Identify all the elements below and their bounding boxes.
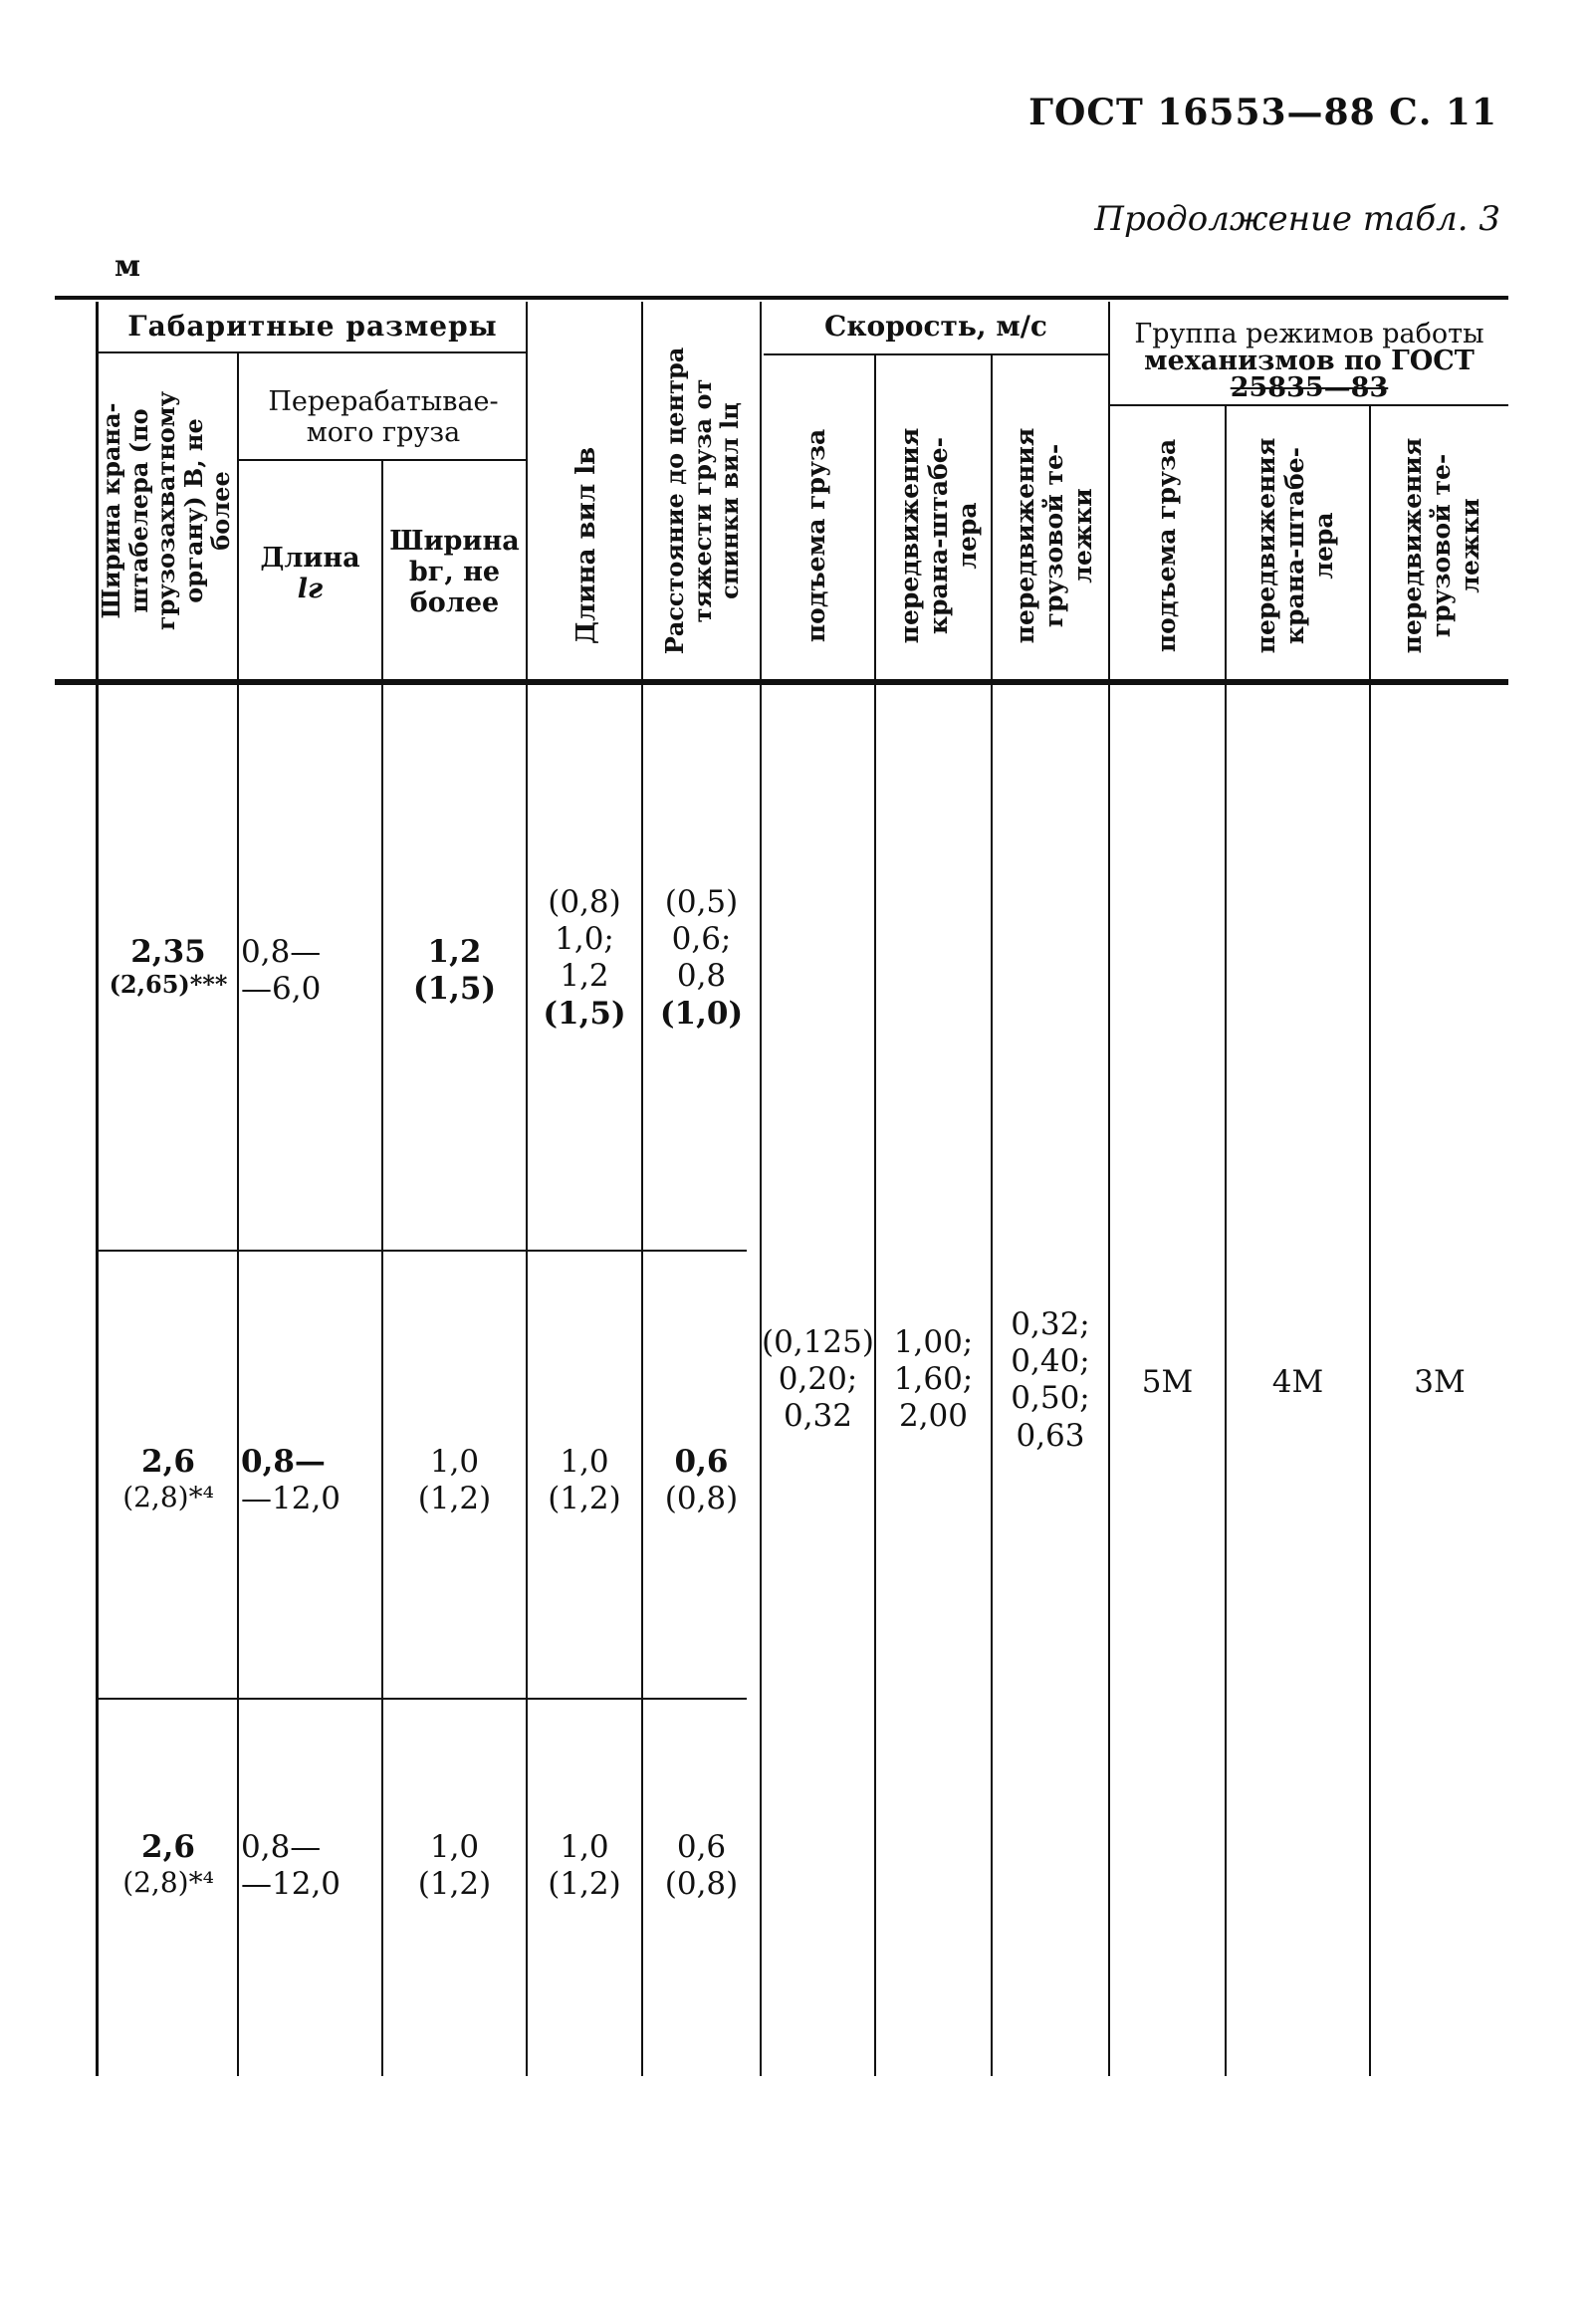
- row2-load-width: [383, 1444, 526, 1517]
- table-top-rule: [55, 296, 1508, 300]
- mode-trolley-header: [1399, 426, 1484, 665]
- col-line-9: [1108, 302, 1110, 2076]
- row2-cg-distance: [643, 1444, 760, 1517]
- speed-trolley-value-3: 0,50;: [1011, 1380, 1090, 1417]
- load-length-symbol: lг: [297, 574, 324, 605]
- row1-cg-line-1: (0,5): [664, 884, 739, 920]
- mode-trolley-line-2: грузовой те-: [1426, 453, 1456, 638]
- speed-crane-value-1: 1,00;: [893, 1324, 974, 1360]
- cg-distance-line-1: Расстояние до центра: [660, 347, 689, 655]
- row2-width-b-alt: (2,8)*⁴: [122, 1481, 214, 1514]
- load-width-label-2: bг, не: [408, 557, 501, 588]
- row1-width-b-alt: (2,65)***: [109, 970, 228, 1000]
- col-line-5: [641, 302, 643, 2076]
- col-line-4: [526, 302, 528, 2076]
- row3-fork-line-2: (1,2): [548, 1866, 621, 1903]
- mode-crane-line-1: передвижения: [1251, 437, 1280, 654]
- speed-crane-line-3: лера: [952, 502, 982, 570]
- row3-width-b-alt: (2,8)*⁴: [122, 1866, 214, 1900]
- row1-fork-length: [528, 884, 641, 1033]
- load-width-label: Ширина: [389, 526, 520, 557]
- processed-load-group-header: Перерабатывае-мого груза: [268, 386, 499, 449]
- row1-cg-line-2: 0,6;: [671, 921, 732, 958]
- speed-trolley-value-2: 0,40;: [1011, 1343, 1090, 1380]
- row1-cg-distance: [643, 884, 760, 1033]
- speed-lift-header: [802, 406, 831, 665]
- width-b-line-5: более: [206, 471, 236, 551]
- cg-distance-line-3: спинки вил lц: [715, 402, 745, 599]
- row1-fork-line-2: 1,0;: [555, 921, 614, 958]
- mode-lift-label: подъема груза: [1152, 438, 1181, 653]
- table-continuation-title: Продолжение табл. 3: [1094, 199, 1500, 239]
- row3-load-width-line-1: 1,0: [429, 1829, 480, 1865]
- load-width-header: [383, 526, 526, 618]
- col-line-6: [760, 302, 762, 2076]
- row3-cg-line-2: (0,8): [664, 1866, 739, 1903]
- row1-load-width-line-1: 1,2: [427, 934, 482, 970]
- row1-fork-line-4: (1,5): [543, 995, 626, 1032]
- col-line-2: [237, 353, 239, 2076]
- speed-crane-value-3: 2,00: [898, 1398, 969, 1435]
- load-width-label-3: более: [409, 587, 500, 619]
- col-line-10: [1225, 406, 1227, 2076]
- row-divider-2: [98, 1698, 747, 1700]
- speed-group-header: Скорость, м/с: [824, 310, 1047, 343]
- speed-trolley-line-1: передвижения: [1011, 427, 1039, 644]
- row3-width-b-main: 2,6: [141, 1829, 195, 1865]
- dimensions-group-header: Габаритные размеры: [127, 310, 498, 343]
- row3-load-width-line-2: (1,2): [417, 1866, 492, 1903]
- row1-fork-line-1: (0,8): [548, 884, 621, 920]
- mode-group-underline: [1110, 404, 1508, 406]
- col-line-7: [874, 355, 876, 2076]
- row-divider-1: [98, 1250, 747, 1252]
- row2-load-length: [241, 1444, 360, 1517]
- width-b-line-1: Ширина крана-: [97, 402, 125, 619]
- page-header: ГОСТ 16553—88 С. 11: [1028, 92, 1497, 133]
- row2-fork-length: [528, 1444, 641, 1517]
- speed-lift-label: подъема груза: [801, 428, 830, 643]
- dimensions-underline: [98, 351, 526, 353]
- mode-group-header-line-1: Группа режимов работы: [1134, 319, 1484, 349]
- row3-fork-length: [528, 1829, 641, 1903]
- fork-length-header: [572, 426, 602, 665]
- speed-trolley-line-3: лежки: [1067, 488, 1097, 583]
- shared-speed-lift: [762, 1324, 874, 1436]
- speed-crane-header: [896, 406, 982, 665]
- mode-crane-line-3: лера: [1308, 512, 1338, 580]
- row1-load-width: [383, 934, 526, 1008]
- width-b-line-3: грузозахватному: [151, 390, 181, 631]
- header-bottom-rule: [55, 679, 1508, 685]
- speed-trolley-value-4: 0,63: [1016, 1417, 1085, 1454]
- row3-load-length: [241, 1829, 360, 1903]
- shared-mode-crane: 4М: [1271, 1364, 1324, 1400]
- speed-crane-value-2: 1,60;: [893, 1361, 974, 1398]
- row3-cg-line-1: 0,6: [676, 1829, 727, 1865]
- row1-load-length-line-1: 0,8—: [241, 934, 322, 970]
- cg-distance-line-2: тяжести груза от: [687, 378, 717, 623]
- mode-group-header-line-2: механизмов по ГОСТ: [1144, 346, 1475, 376]
- shared-speed-crane: [876, 1324, 991, 1436]
- row3-load-width: [383, 1829, 526, 1903]
- speed-lift-value-1: (0,125): [762, 1324, 874, 1360]
- shared-speed-trolley: [993, 1306, 1108, 1455]
- shared-mode-lift: 5М: [1141, 1364, 1194, 1400]
- width-b-header: [98, 356, 235, 665]
- row1-cg-line-3: 0,8: [676, 958, 727, 995]
- row2-fork-line-2: (1,2): [548, 1481, 621, 1517]
- load-length-header: [239, 543, 381, 604]
- shared-mode-trolley: 3М: [1414, 1364, 1466, 1400]
- speed-trolley-header: [1012, 406, 1097, 665]
- row2-fork-line-1: 1,0: [560, 1444, 609, 1480]
- speed-underline: [764, 353, 1109, 355]
- row2-load-width-line-1: 1,0: [429, 1444, 480, 1480]
- width-b-line-4: органу) B, не: [178, 418, 208, 603]
- row2-width-b-main: 2,6: [141, 1444, 195, 1480]
- speed-crane-line-1: передвижения: [895, 427, 924, 644]
- mode-trolley-line-3: лежки: [1455, 498, 1484, 593]
- mode-trolley-line-1: передвижения: [1398, 437, 1427, 654]
- row1-load-width-line-2: (1,5): [412, 971, 497, 1008]
- mode-lift-header: [1153, 426, 1182, 665]
- row2-load-length-line-2: —12,0: [241, 1481, 341, 1517]
- mode-group-header-line-3: 25835—83: [1230, 372, 1389, 403]
- row1-load-length-line-2: —6,0: [241, 971, 322, 1008]
- row1-load-length: [241, 934, 341, 1008]
- row2-load-width-line-2: (1,2): [417, 1481, 492, 1517]
- unit-label: м: [114, 249, 141, 284]
- mode-group-header: [1110, 321, 1508, 401]
- row2-load-length-line-1: 0,8—: [241, 1444, 326, 1480]
- load-length-label: Длина: [260, 543, 360, 574]
- row2-cg-line-2: (0,8): [664, 1481, 739, 1517]
- fork-length-label: Длина вил lв: [571, 446, 601, 645]
- row1-cg-line-4: (1,0): [659, 995, 744, 1032]
- width-b-line-2: штабелера (по: [123, 408, 153, 613]
- row3-width-b: [100, 1829, 237, 1900]
- mode-crane-line-2: крана-штабе-: [1279, 446, 1309, 645]
- row2-cg-line-1: 0,6: [674, 1444, 729, 1480]
- cg-distance-header: [661, 337, 744, 665]
- col-line-11: [1369, 406, 1371, 2076]
- row3-load-length-line-1: 0,8—: [241, 1829, 322, 1865]
- row3-load-length-line-2: —12,0: [241, 1866, 341, 1903]
- mode-crane-header: [1252, 426, 1338, 665]
- col-line-8: [991, 355, 993, 2076]
- row2-width-b: [100, 1444, 237, 1514]
- row3-fork-line-1: 1,0: [560, 1829, 609, 1865]
- speed-lift-value-3: 0,32: [783, 1398, 853, 1435]
- row3-cg-distance: [643, 1829, 760, 1903]
- speed-crane-line-2: крана-штабе-: [923, 436, 953, 635]
- row1-width-b: [100, 934, 237, 1000]
- speed-lift-value-2: 0,20;: [778, 1361, 858, 1398]
- speed-trolley-value-1: 0,32;: [1011, 1306, 1090, 1342]
- speed-trolley-line-2: грузовой те-: [1038, 443, 1068, 628]
- row1-width-b-main: 2,35: [130, 934, 206, 970]
- row1-fork-line-3: 1,2: [560, 958, 609, 995]
